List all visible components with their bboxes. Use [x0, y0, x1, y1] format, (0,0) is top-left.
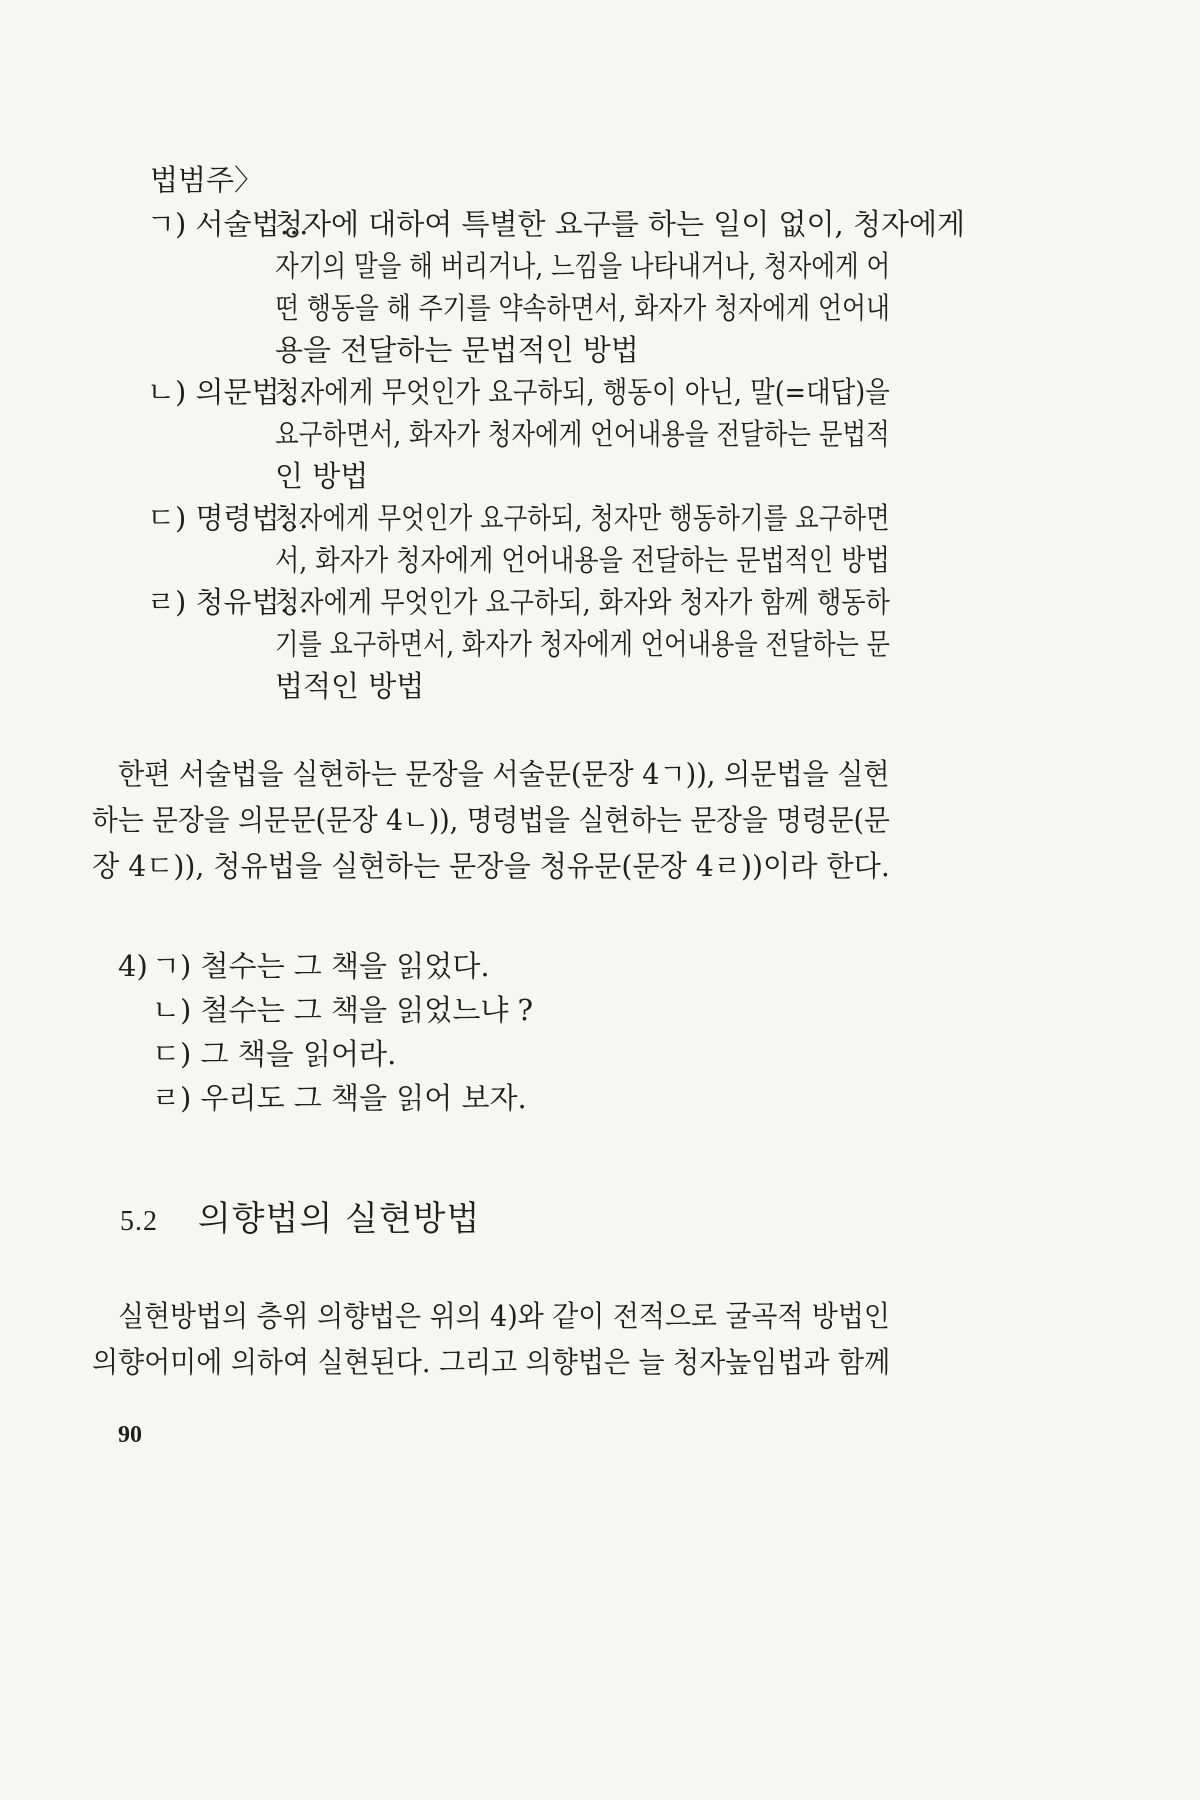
definition-line: 용을 전달하는 문법적인 방법 — [275, 333, 639, 367]
definition-line: 떤 행동을 해 주기를 약속하면서, 화자가 청자에게 언어내 — [275, 291, 891, 325]
section-title: 의향법의 실현방법 — [197, 1199, 481, 1239]
definition-line: 요구하면서, 화자가 청자에게 언어내용을 전달하는 문법적 — [275, 417, 890, 451]
paragraph-line: 하는 문장을 의문문(문장 4ㄴ)), 명령법을 실현하는 문장을 명령문(문 — [92, 803, 890, 837]
definition-line: 청자에게 무엇인가 요구하되, 청자만 행동하기를 요구하면 — [275, 501, 890, 535]
paragraph-line: 실현방법의 층위 의향법은 위의 4)와 같이 전적으로 굴곡적 방법인 — [118, 1299, 890, 1333]
definition-line: 서, 화자가 청자에게 언어내용을 전달하는 문법적인 방법 — [275, 543, 890, 577]
definition-line: 법적인 방법 — [275, 669, 425, 703]
definition-line: 인 방법 — [275, 459, 369, 493]
section-heading — [120, 1196, 480, 1245]
paragraph-line: 의향어미에 의하여 실현된다. 그리고 의향법은 늘 청자높임법과 함께 — [92, 1345, 891, 1379]
example-sentence: ㄹ) 우리도 그 책을 읽어 보자. — [152, 1081, 527, 1115]
definition-line: 청자에 대하여 특별한 요구를 하는 일이 없이, 청자에게 — [275, 207, 966, 241]
example-sentence: ㄴ) 철수는 그 책을 읽었느냐 ? — [152, 993, 534, 1027]
paragraph-line: 한편 서술법을 실현하는 문장을 서술문(문장 4ㄱ)), 의문법을 실현 — [118, 757, 890, 791]
section-number: 5.2 — [120, 1206, 158, 1237]
definition-line: 자기의 말을 해 버리거나, 느낌을 나타내거나, 청자에게 어 — [275, 249, 891, 283]
definition-label-interrogative: ㄴ) 의문법… — [147, 375, 309, 409]
definition-label-propositive: ㄹ) 청유법… — [147, 585, 309, 619]
definition-label-imperative: ㄷ) 명령법… — [147, 501, 309, 535]
example-sentence: ㄱ) 철수는 그 책을 읽었다. — [152, 949, 490, 983]
example-sentence: ㄷ) 그 책을 읽어라. — [152, 1037, 397, 1071]
example-number: 4) — [118, 949, 148, 983]
definition-line: 기를 요구하면서, 화자가 청자에게 언어내용을 전달하는 문 — [275, 627, 890, 661]
definition-line: 청자에게 무엇인가 요구하되, 행동이 아닌, 말(=대답)을 — [275, 375, 890, 409]
category-heading: 법범주〉 — [150, 163, 264, 197]
page-number: 90 — [118, 1422, 142, 1448]
definition-label-declarative: ㄱ) 서술법… — [147, 207, 309, 241]
definition-line: 청자에게 무엇인가 요구하되, 화자와 청자가 함께 행동하 — [275, 585, 890, 619]
paragraph-line: 장 4ㄷ)), 청유법을 실현하는 문장을 청유문(문장 4ㄹ))이라 한다. — [92, 849, 890, 883]
